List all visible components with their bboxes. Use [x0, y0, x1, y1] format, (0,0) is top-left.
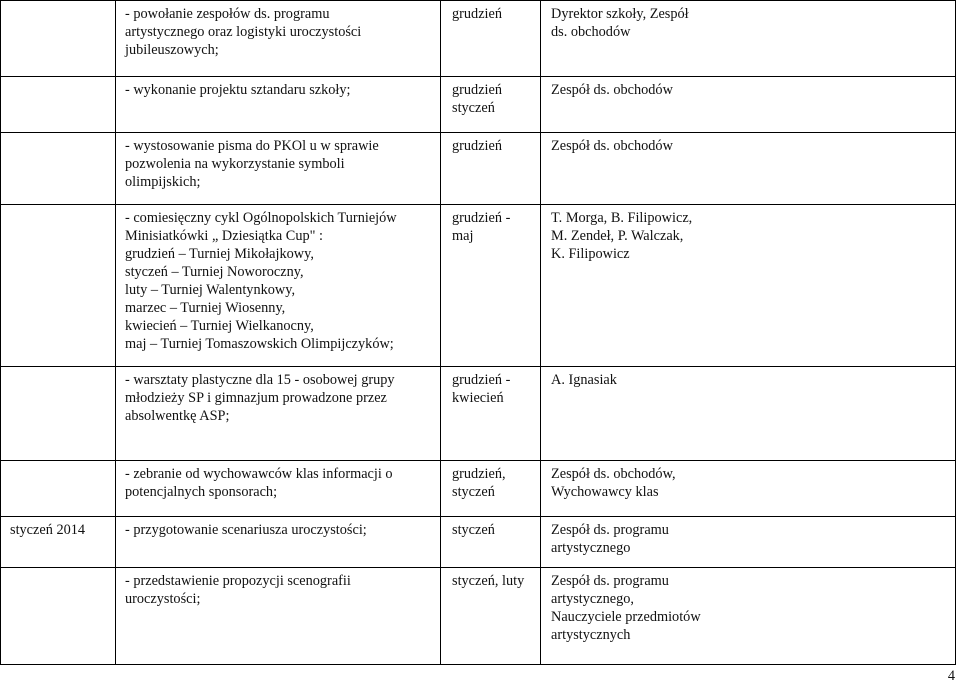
- task-cell: [116, 205, 441, 367]
- term-cell: [441, 461, 541, 517]
- task-cell: [116, 568, 441, 665]
- responsible-text: Zespół ds. programu artystycznego: [551, 522, 669, 556]
- task-cell: [116, 461, 441, 517]
- term-cell: [441, 77, 541, 133]
- date-cell: [1, 205, 116, 367]
- task-text: - powołanie zespołów ds. programu artystycznego oraz logistyki uroczystości jubileuszowych;: [125, 6, 362, 58]
- date-cell: [1, 77, 116, 133]
- term-cell: [441, 205, 541, 367]
- date-text: [1, 205, 115, 209]
- date-text: styczeń 2014: [10, 522, 86, 538]
- term-text: grudzień - maj: [452, 210, 511, 244]
- term-text: grudzień - kwiecień: [452, 372, 511, 406]
- date-cell: [1, 568, 116, 665]
- task-cell: [116, 367, 441, 461]
- date-text: [1, 568, 115, 572]
- term-text: grudzień: [452, 6, 503, 22]
- term-text: grudzień: [452, 138, 503, 154]
- term-text: styczeń, luty: [452, 573, 525, 589]
- term-cell: [441, 1, 541, 77]
- table-row: [1, 1, 956, 77]
- date-cell: [1, 517, 116, 568]
- date-cell: [1, 367, 116, 461]
- task-text: - wykonanie projektu sztandaru szkoły;: [125, 82, 351, 98]
- responsible-cell: [541, 133, 956, 205]
- responsible-text: Zespół ds. obchodów: [551, 138, 673, 154]
- task-cell: [116, 517, 441, 568]
- responsible-text: Dyrektor szkoły, Zespół ds. obchodów: [551, 6, 689, 40]
- date-text: [1, 133, 115, 137]
- responsible-text: T. Morga, B. Filipowicz, M. Zendeł, P. Walczak, K. Filipowicz: [551, 210, 693, 262]
- responsible-text: A. Ignasiak: [551, 372, 617, 388]
- responsible-text: Zespół ds. obchodów: [551, 82, 673, 98]
- task-cell: [116, 1, 441, 77]
- date-cell: [1, 1, 116, 77]
- table-row: [1, 517, 956, 568]
- task-text: - wystosowanie pisma do PKOl u w sprawie pozwolenia na wykorzystanie symboli olimpijskich;: [125, 138, 379, 190]
- term-cell: [441, 133, 541, 205]
- task-cell: [116, 133, 441, 205]
- date-text: [1, 367, 115, 371]
- date-text: [1, 1, 115, 5]
- responsible-cell: [541, 568, 956, 665]
- task-text: - przygotowanie scenariusza uroczystości;: [125, 522, 367, 538]
- task-text: - comiesięczny cykl Ogólnopolskich Turniejów Minisiatkówki „ Dziesiątka Cup" : grudzień – Turniej Mikołajkowy, styczeń – Turniej Noworoczny, luty – Turniej Walentynkowy, marzec – Turniej Wiosenny, kwiecień – Turniej Wielkanocny, maj – Turniej Tomaszowskich Olimpijczyków;: [125, 210, 397, 352]
- responsible-cell: [541, 517, 956, 568]
- date-cell: [1, 133, 116, 205]
- responsible-text: Zespół ds. programu artystycznego, Nauczyciele przedmiotów artystycznych: [551, 573, 701, 643]
- table-row: [1, 568, 956, 665]
- date-text: [1, 461, 115, 465]
- responsible-cell: [541, 461, 956, 517]
- term-cell: [441, 367, 541, 461]
- date-text: [1, 77, 115, 81]
- responsible-cell: [541, 1, 956, 77]
- responsible-text: Zespół ds. obchodów, Wychowawcy klas: [551, 466, 676, 500]
- term-text: grudzień, styczeń: [452, 466, 506, 500]
- term-text: grudzień styczeń: [452, 82, 503, 116]
- term-cell: [441, 517, 541, 568]
- table-row: [1, 461, 956, 517]
- responsible-cell: [541, 367, 956, 461]
- task-text: - zebranie od wychowawców klas informacji o potencjalnych sponsorach;: [125, 466, 393, 500]
- task-text: - warsztaty plastyczne dla 15 - osobowej grupy młodzieży SP i gimnazjum prowadzone przez absolwentkę ASP;: [125, 372, 395, 424]
- term-text: styczeń: [452, 522, 495, 538]
- table-row: [1, 133, 956, 205]
- term-cell: [441, 568, 541, 665]
- responsible-cell: [541, 205, 956, 367]
- table-row: [1, 77, 956, 133]
- responsible-cell: [541, 77, 956, 133]
- task-cell: [116, 77, 441, 133]
- date-cell: [1, 461, 116, 517]
- table-row: [1, 205, 956, 367]
- table-row: [1, 367, 956, 461]
- task-text: - przedstawienie propozycji scenografii uroczystości;: [125, 573, 351, 607]
- page-number: 4: [947, 668, 955, 684]
